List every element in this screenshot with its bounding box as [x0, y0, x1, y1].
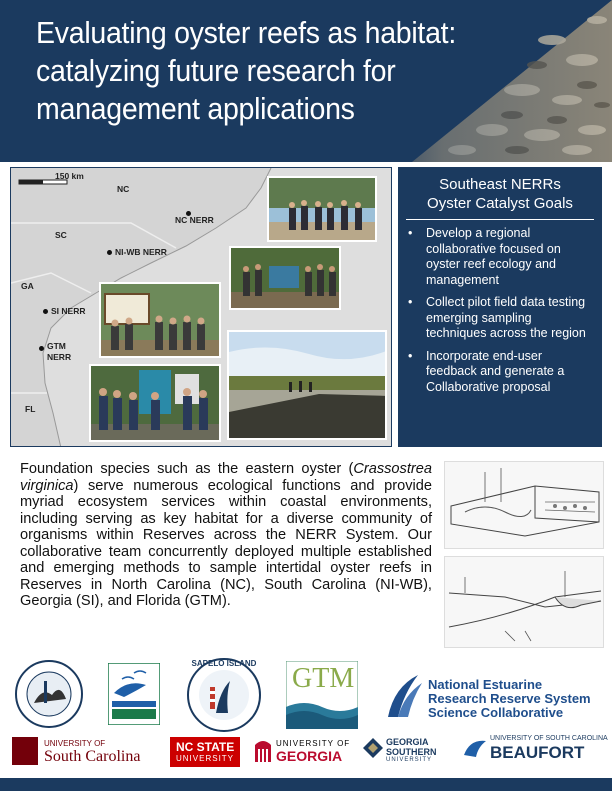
- goals-title-line-1: Southeast NERRs: [439, 176, 561, 193]
- title-line-3: management applications: [36, 91, 355, 126]
- site-marker-si: [43, 309, 48, 314]
- page-title: [36, 14, 496, 128]
- uscb-name: BEAUFORT: [490, 743, 585, 762]
- state-label-sc: SC: [55, 230, 67, 240]
- title-line-2: catalyzing future research for: [36, 53, 396, 88]
- goals-panel: [398, 167, 602, 447]
- photo-gtm-team: [89, 364, 221, 442]
- photo-sapelo-team: [99, 282, 221, 358]
- nerrs-line-2: Research Reserve System: [428, 691, 591, 706]
- goal-item-3: [408, 349, 594, 396]
- goals-title: [398, 167, 602, 213]
- goal-text-1: Develop a regional collaborative focused on oyster reef ecology and management: [426, 226, 561, 287]
- site-label-gtm: GTM: [47, 341, 66, 351]
- usc-name: South Carolina: [44, 748, 141, 765]
- intro-part-1: Foundation species such as the eastern oyster (: [20, 461, 354, 477]
- bullet-icon: •: [408, 226, 413, 240]
- scale-bar-label: 150 km: [55, 171, 84, 181]
- header-banner: [0, 0, 612, 162]
- site-map: [10, 167, 392, 447]
- nerrs-line-3: Science Collaborative: [428, 705, 564, 720]
- nerrs-science-collaborative-logo: [384, 673, 604, 721]
- sketch-reef-sampling: [444, 461, 604, 549]
- intro-paragraph: [20, 461, 432, 610]
- site-label-niwb-nerr: NI-WB NERR: [115, 247, 167, 257]
- photo-niwb-team: [229, 246, 341, 310]
- site-label-nc-nerr: NC NERR: [175, 215, 214, 225]
- goal-text-3: Incorporate end-user feedback and generate a Collaborative proposal: [426, 348, 565, 394]
- gtm-logo-text: GTM: [292, 663, 355, 694]
- goal-item-2: [408, 295, 594, 342]
- site-marker-gtm: [39, 346, 44, 351]
- bullet-icon: •: [408, 348, 413, 363]
- uga-small-text: UNIVERSITY OF: [276, 739, 351, 748]
- goal-text-2: Collect pilot field data testing emerging sampling techniques across the region: [426, 295, 586, 340]
- gsu-line-1: GEORGIA: [386, 737, 429, 747]
- gsu-emblem-icon: [362, 737, 384, 759]
- uscb-sand-shark-icon: [462, 735, 488, 761]
- gsu-line-3: UNIVERSITY: [386, 757, 433, 763]
- photo-oyster-reef-field: [227, 330, 387, 440]
- state-label-fl: FL: [25, 404, 36, 414]
- swoosh-icon: [384, 673, 424, 719]
- uga-arch-icon: [254, 737, 272, 763]
- site-label-gtm-nerr: NERR: [47, 352, 72, 362]
- state-label-ga: GA: [21, 281, 34, 291]
- gsu-line-2: SOUTHERN: [386, 747, 437, 757]
- photo-nc-team: [267, 176, 377, 242]
- partner-logos: [0, 655, 612, 791]
- usc-small-text: UNIVERSITY OF: [44, 739, 106, 748]
- site-label-si-nerr: SI NERR: [51, 306, 86, 316]
- state-label-nc: NC: [117, 184, 130, 194]
- ncstate-logo: [170, 737, 240, 767]
- sapelo-island-logo: [186, 657, 262, 733]
- usc-emblem-icon: [12, 737, 38, 765]
- goals-list: [398, 220, 602, 395]
- intro-part-2: ) serve numerous ecological functions and provide myriad ecosystem services within coastal environments, including serving as key habitat for a diverse community of organisms within Reserves across the NERR System. Our collaborative team concurrently deployed multiple established and emerging methods to sample intertidal oyster reefs in Reserves in North Carolina (NC), South Carolina (NI-WB), Georgia (SI), and Florida (GTM).: [20, 477, 432, 609]
- goal-item-1: [408, 226, 594, 288]
- nerrs-line-1: National Estuarine: [428, 677, 543, 692]
- niwb-logo: [14, 659, 84, 729]
- ncstate-line-2: UNIVERSITY: [176, 754, 235, 763]
- sketch-channel-profile: [444, 556, 604, 648]
- title-line-1: Evaluating oyster reefs as habitat:: [36, 15, 456, 50]
- uga-name: GEORGIA: [276, 748, 343, 764]
- goals-title-line-2: Oyster Catalyst Goals: [427, 195, 573, 212]
- site-marker-niwb: [107, 250, 112, 255]
- gtm-logo: [286, 661, 358, 729]
- footer-bar: [0, 778, 612, 791]
- ncstate-line-1: NC STATE: [176, 740, 235, 754]
- bullet-icon: •: [408, 295, 413, 309]
- uscb-small-text: UNIVERSITY OF SOUTH CAROLINA: [490, 735, 608, 742]
- sapelo-logo-text: SAPELO ISLAND: [191, 659, 257, 668]
- nerr-seabird-logo: [108, 663, 160, 725]
- species-name: Crassostrea virginica: [20, 461, 432, 494]
